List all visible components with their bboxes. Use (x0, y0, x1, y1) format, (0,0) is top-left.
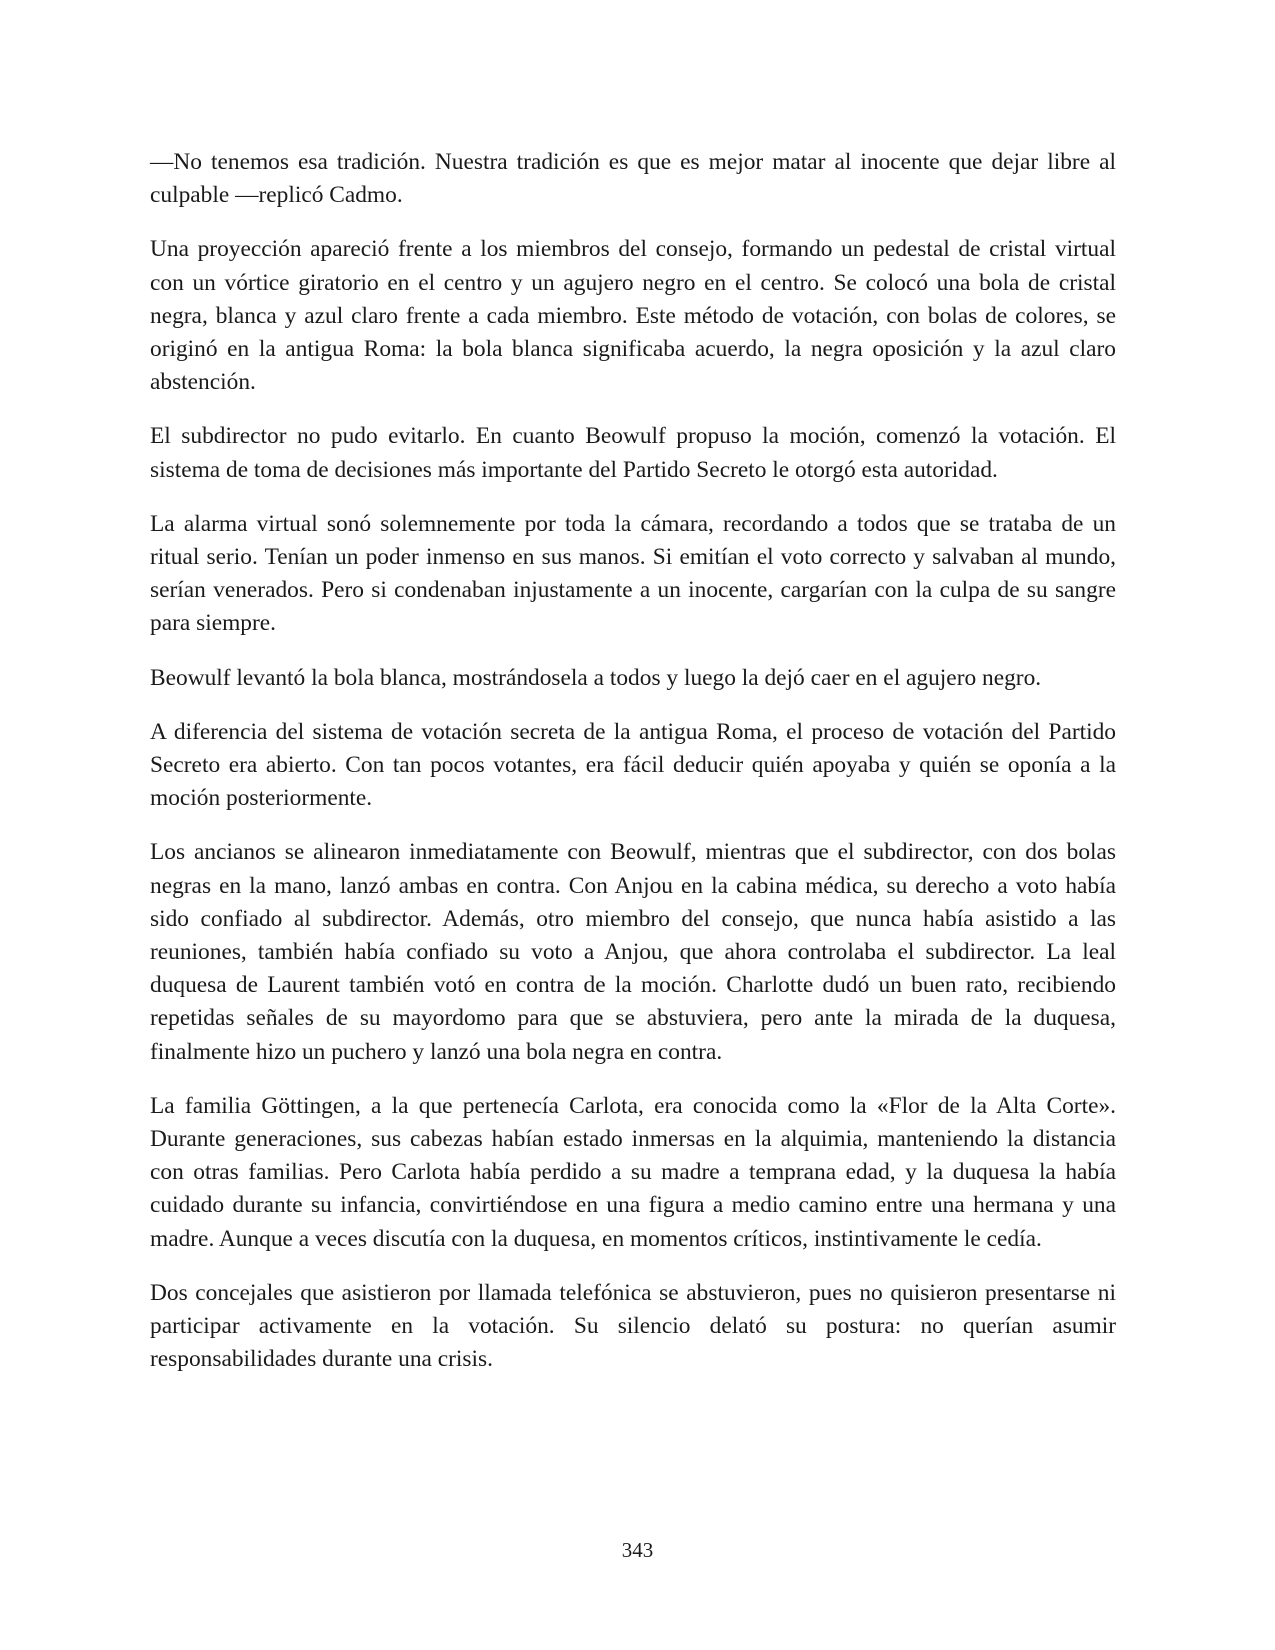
paragraph: Los ancianos se alinearon inmediatamente con Beowulf, mientras que el subdirector, con dos bolas negras en la mano, lanzó ambas en contra. Con Anjou en la cabina médica, su derecho a voto había sido confiado al subdirector. Además, otro miembro del consejo, que nunca había asistido a las reuniones, también había confiado su voto a Anjou, que ahora controlaba el subdirector. La leal duquesa de Laurent también votó en contra de la moción. Charlotte dudó un buen rato, recibiendo repetidas señales de su mayordomo para que se abstuviera, pero ante la mirada de la duquesa, finalmente hizo un puchero y lanzó una bola negra en contra. (150, 839, 1116, 1065)
paragraph: La alarma virtual sonó solemnemente por toda la cámara, recordando a todos que se trataba de un ritual serio. Tenían un poder inmenso en sus manos. Si emitían el voto correcto y salvaban al mundo, serían venerados. Pero si condenaban injustamente a un inocente, cargarían con la culpa de su sangre para siempre. (150, 510, 1116, 637)
page-number: 343 (621, 1538, 654, 1562)
body-text (150, 146, 1116, 1398)
paragraph: —No tenemos esa tradición. Nuestra tradición es que es mejor matar al inocente que dejar libre al culpable —replicó Cadmo. (150, 149, 1116, 209)
paragraph: El subdirector no pudo evitarlo. En cuanto Beowulf propuso la moción, comenzó la votación. El sistema de toma de decisiones más importante del Partido Secreto le otorgó esta autoridad. (150, 423, 1116, 483)
paragraph: Una proyección apareció frente a los miembros del consejo, formando un pedestal de cristal virtual con un vórtice giratorio en el centro y un agujero negro en el centro. Se colocó una bola de cristal negra, blanca y azul claro frente a cada miembro. Este método de votación, con bolas de colores, se originó en la antigua Roma: la bola blanca significaba acuerdo, la negra oposición y la azul claro abstención. (150, 236, 1116, 396)
paragraph: La familia Göttingen, a la que pertenecía Carlota, era conocida como la «Flor de la Alta Corte». Durante generaciones, sus cabezas habían estado inmersas en la alquimia, manteniendo la distancia con otras familias. Pero Carlota había perdido a su madre a temprana edad, y la duquesa la había cuidado durante su infancia, convirtiéndose en una figura a medio camino entre una hermana y una madre. Aunque a veces discutía con la duquesa, en momentos críticos, instintivamente le cedía. (150, 1092, 1116, 1252)
paragraph: Dos concejales que asistieron por llamada telefónica se abstuvieron, pues no quisieron presentarse ni participar activamente en la votación. Su silencio delató su postura: no querían asumir responsabilidades durante una crisis. (150, 1279, 1116, 1373)
paragraph: Beowulf levantó la bola blanca, mostrándosela a todos y luego la dejó caer en el agujero negro. (150, 664, 1042, 691)
paragraph: A diferencia del sistema de votación secreta de la antigua Roma, el proceso de votación del Partido Secreto era abierto. Con tan pocos votantes, era fácil deducir quién apoyaba y quién se oponía a la moción posteriormente. (150, 718, 1116, 812)
